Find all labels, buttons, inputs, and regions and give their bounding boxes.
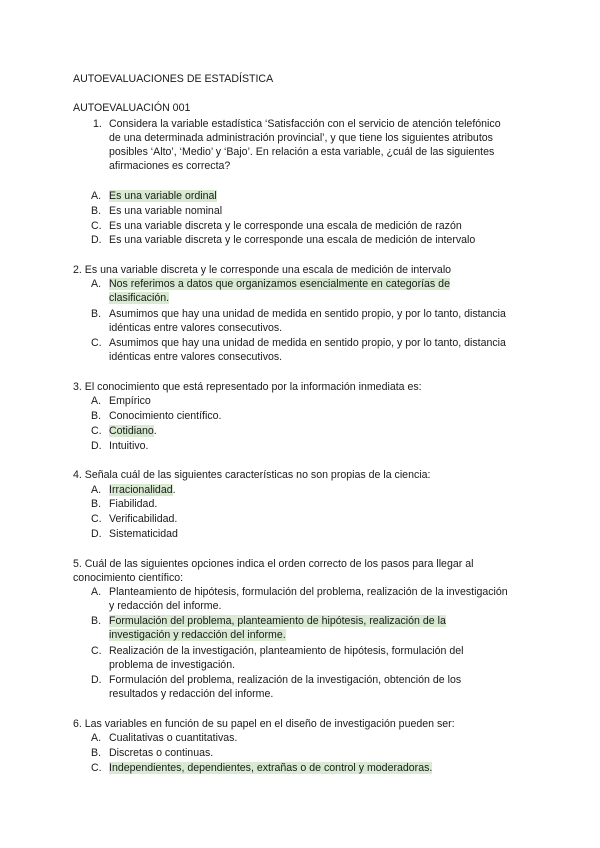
q3-option-d-letter: D.: [91, 440, 102, 452]
q6-option-c-letter: C.: [91, 762, 102, 774]
q6-option-a: Cualitativas o cuantitativas.: [109, 732, 238, 744]
q2-option-c-line-2: idénticas entre valores consecutivos.: [109, 351, 283, 363]
q5-option-c-line-1: Realización de la investigación, planteamiento de hipótesis, formulación del: [109, 645, 464, 657]
q2-option-a-letter: A.: [91, 278, 102, 290]
q3-option-b: Conocimiento científico.: [109, 410, 222, 422]
q3-option-d: Intuitivo.: [109, 440, 149, 452]
q6-option-b: Discretas o continuas.: [109, 747, 214, 759]
q2-option-a-line-1: Nos referimos a datos que organizamos esencialmente en categorías de: [109, 278, 450, 290]
q1-option-a-letter: A.: [91, 190, 102, 202]
q3-option-a: Empírico: [109, 395, 151, 407]
q6-option-b-letter: B.: [91, 747, 102, 759]
q5-option-c-letter: C.: [91, 645, 102, 657]
q1-option-b-letter: B.: [91, 205, 102, 217]
q4-option-c-letter: C.: [91, 513, 102, 525]
q4-option-d-letter: D.: [91, 528, 102, 540]
q3-option-c-suffix: .: [153, 425, 157, 437]
q4-option-a-suffix: .: [172, 484, 176, 496]
q1-option-c: Es una variable discreta y le corresponde una escala de medición de razón: [109, 220, 462, 232]
question-3-stem: 3. El conocimiento que está representado por la información inmediata es:: [73, 381, 422, 393]
question-2-stem: 2. Es una variable discreta y le corresponde una escala de medición de intervalo: [73, 264, 452, 276]
q4-option-b: Fiabilidad.: [109, 498, 158, 510]
q2-option-b-line-1: Asumimos que hay una unidad de medida en sentido propio, y por lo tanto, distancia: [109, 308, 506, 320]
q5-option-a-line-1: Planteamiento de hipótesis, formulación del problema, realización de la investigación: [109, 586, 508, 598]
q2-option-c-line-1: Asumimos que hay una unidad de medida en sentido propio, y por lo tanto, distancia: [109, 337, 506, 349]
q3-option-c-letter: C.: [91, 425, 102, 437]
question-6-stem: 6. Las variables en función de su papel en el diseño de investigación pueden ser:: [73, 718, 455, 730]
q4-option-a-correct: Irracionalidad: [109, 484, 173, 496]
document-title: AUTOEVALUACIONES DE ESTADÍSTICA: [73, 73, 274, 85]
q2-option-b-line-2: idénticas entre valores consecutivos.: [109, 322, 283, 334]
q5-option-a-line-2: y redacción del informe.: [109, 600, 222, 612]
question-1-line-1: Considera la variable estadística ‘Satisfacción con el servicio de atención telefónico: [109, 118, 501, 130]
question-1-line-3: posibles ‘Alto’, ‘Medio’ y ‘Bajo’. En relación a esta variable, ¿cuál de las siguientes: [109, 146, 495, 158]
question-1-line-2: de una determinada administración provincial’, y que tiene los siguientes atributos: [109, 132, 493, 144]
q4-option-a-letter: A.: [91, 484, 102, 496]
q5-option-a-letter: A.: [91, 586, 102, 598]
q5-option-b-letter: B.: [91, 615, 102, 627]
q1-option-d: Es una variable discreta y le corresponde una escala de medición de intervalo: [109, 234, 476, 246]
question-5-stem-line-2: conocimiento científico:: [73, 572, 184, 584]
q6-option-a-letter: A.: [91, 732, 102, 744]
q3-option-a-letter: A.: [91, 395, 102, 407]
q5-option-c-line-2: problema de investigación.: [109, 659, 236, 671]
q2-option-b-letter: B.: [91, 308, 102, 320]
q1-option-d-letter: D.: [91, 234, 102, 246]
q6-option-c-correct: Independientes, dependientes, extrañas o de control y moderadoras.: [109, 762, 433, 774]
question-1-number: 1.: [93, 118, 102, 130]
q1-option-a-correct: Es una variable ordinal: [109, 190, 217, 202]
q3-option-b-letter: B.: [91, 410, 102, 422]
q4-option-d: Sistematicidad: [109, 528, 178, 540]
q4-option-c: Verificabilidad.: [109, 513, 178, 525]
q5-option-b-line-1: Formulación del problema, planteamiento de hipótesis, realización de la: [109, 615, 446, 627]
question-5-stem-line-1: 5. Cuál de las siguientes opciones indica el orden correcto de los pasos para llegar al: [73, 558, 474, 570]
question-1-line-4: afirmaciones es correcta?: [109, 160, 231, 172]
q4-option-b-letter: B.: [91, 498, 102, 510]
q5-option-d-line-1: Formulación del problema, realización de la investigación, obtención de los: [109, 674, 462, 686]
q2-option-c-letter: C.: [91, 337, 102, 349]
q5-option-b-line-2: investigación y redacción del informe.: [109, 629, 286, 641]
q3-option-c-correct: Cotidiano: [109, 425, 154, 437]
q1-option-c-letter: C.: [91, 220, 102, 232]
question-4-stem: 4. Señala cuál de las siguientes características no son propias de la ciencia:: [73, 469, 431, 481]
q5-option-d-line-2: resultados y redacción del informe.: [109, 688, 274, 700]
q1-option-b: Es una variable nominal: [109, 205, 223, 217]
q5-option-d-letter: D.: [91, 674, 102, 686]
section-subtitle: AUTOEVALUACIÓN 001: [73, 102, 191, 114]
q2-option-a-line-2: clasificación.: [109, 292, 170, 304]
